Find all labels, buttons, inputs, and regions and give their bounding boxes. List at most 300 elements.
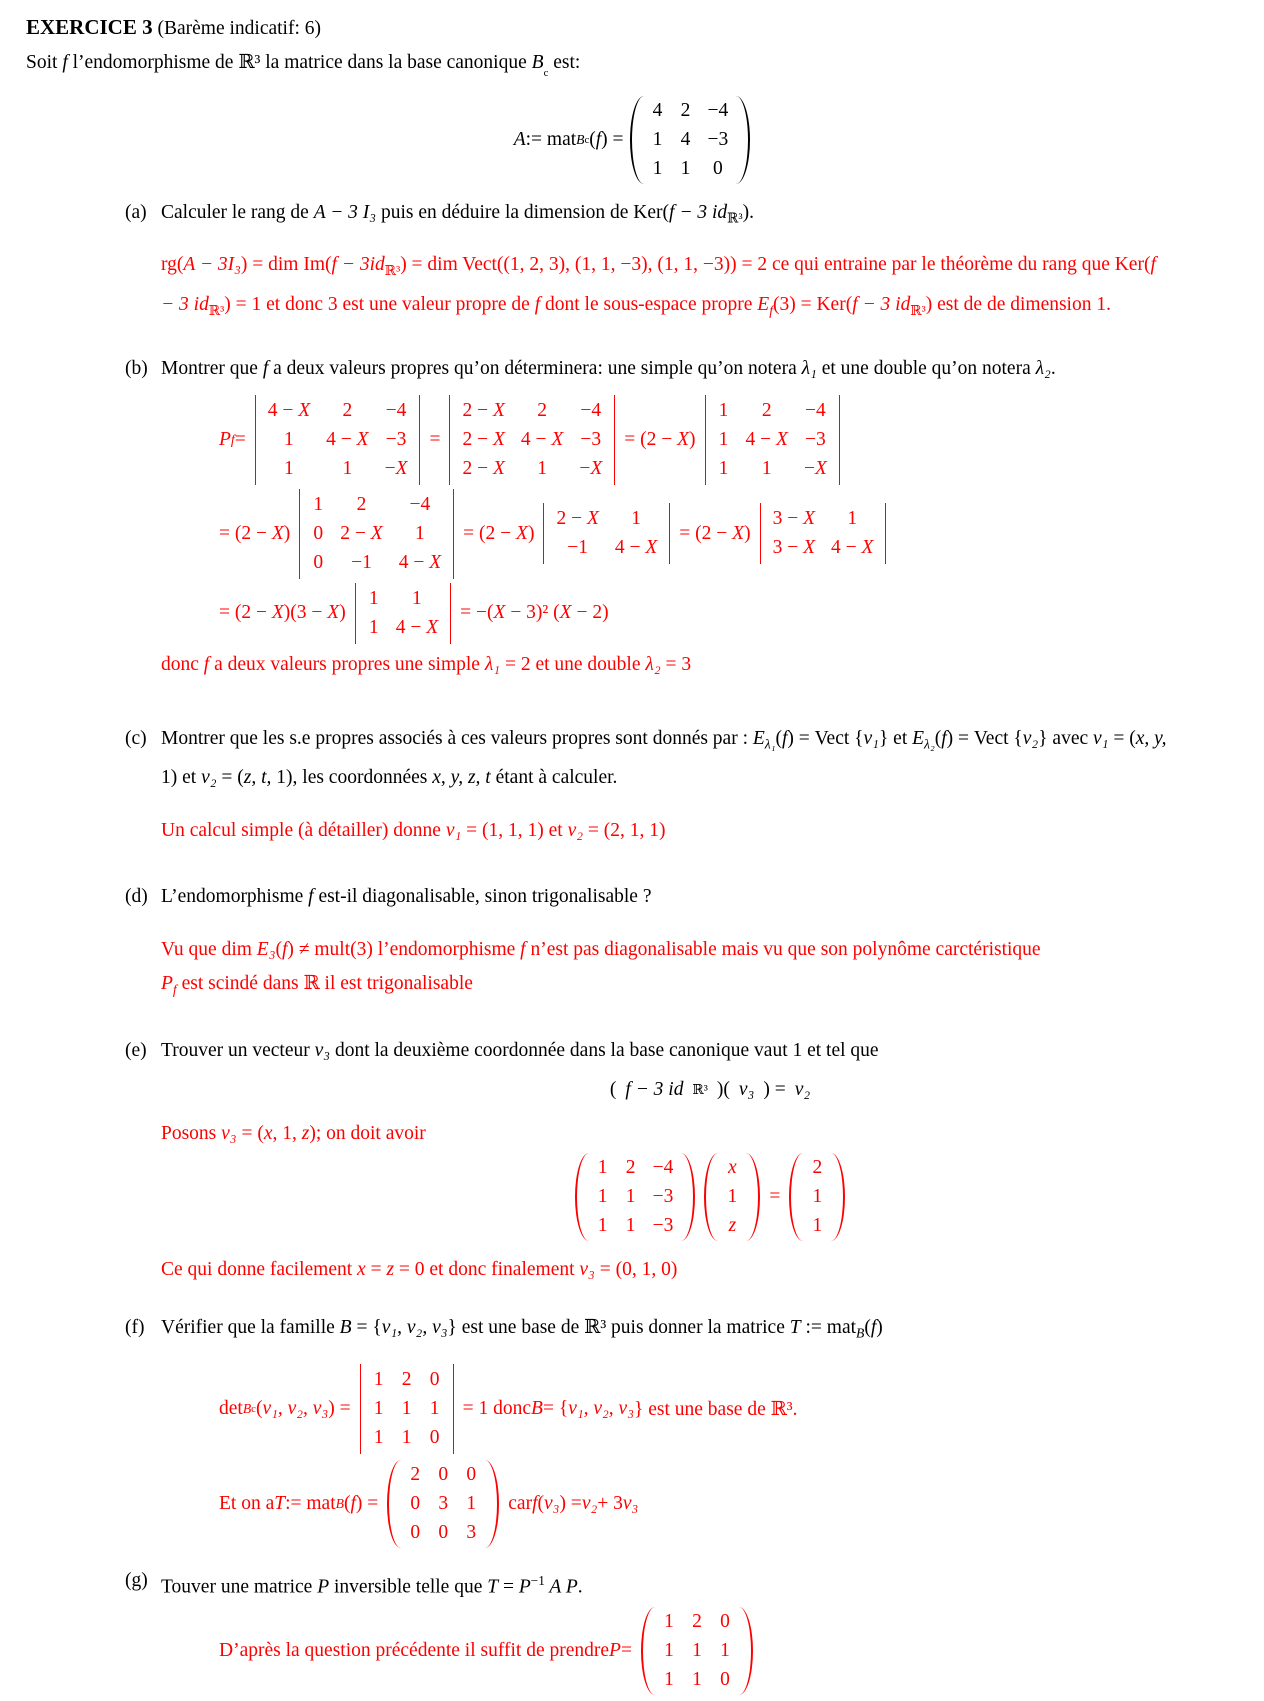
matrix-cell: 3 xyxy=(466,1521,477,1543)
math-sub-run: ℝ³ xyxy=(384,263,401,279)
question-d xyxy=(161,880,1169,913)
text-run: ) = xyxy=(601,128,624,150)
matrix-P xyxy=(641,1607,753,1695)
factor-run: = (2 − X)(3 − X) xyxy=(219,602,346,624)
math-sub-run: ℝ³ xyxy=(692,1082,708,1098)
math-run: v₃ xyxy=(221,1123,237,1145)
char-poly-line-2 xyxy=(219,489,1169,579)
matrix-cell: −3 xyxy=(385,428,407,450)
matrix-cell: 1 xyxy=(761,457,772,479)
text-run: ) = Vect { xyxy=(787,727,864,749)
question-g xyxy=(161,1564,1169,1604)
math-run: v₁, v₂, v₃ xyxy=(262,1397,329,1419)
item-body-g xyxy=(161,1564,1169,1696)
equals-run: = xyxy=(769,1186,781,1208)
equation-display-e xyxy=(161,1079,1169,1101)
math-sub-run: f xyxy=(172,981,177,997)
matrix-cell: 1 xyxy=(368,616,379,638)
math-sub-run: ℝ³ xyxy=(910,302,926,318)
matrix-cell: 2 − X xyxy=(462,428,505,450)
factor-run: = (2 − X) xyxy=(463,522,535,544)
text-run: ) = xyxy=(355,1492,379,1514)
answer-e-intro xyxy=(161,1117,1169,1151)
math-run: f xyxy=(595,128,602,150)
matrix-cell: 2 xyxy=(342,399,353,421)
text-run: . xyxy=(577,1576,583,1598)
matrix-cell: 2 xyxy=(625,1157,636,1179)
text-run: ) = 1 et donc 3 est une valeur propre de xyxy=(224,294,535,316)
text-run: = xyxy=(620,1640,632,1662)
right-paren xyxy=(746,1153,760,1241)
matrix-cell: 1 xyxy=(625,1215,636,1237)
matrix-cell: 2 xyxy=(761,399,772,421)
text-run: , 1, xyxy=(272,1123,302,1145)
text-run: a deux valeurs propres une simple xyxy=(209,653,485,675)
math-run: f − 3 id xyxy=(669,201,728,223)
determinant-3 xyxy=(705,395,840,485)
item-f xyxy=(26,1311,1264,1548)
matrix-cell: 2 xyxy=(680,99,691,121)
math-run: A − 3I₃ xyxy=(183,254,241,276)
text-run: Soit xyxy=(26,52,63,73)
matrix-cell: 0 xyxy=(720,1669,730,1691)
text-run: Vérifier que la famille xyxy=(161,1317,340,1339)
T-lhs xyxy=(219,1493,378,1515)
matrix-cell: 4 − X xyxy=(614,537,658,559)
char-poly-line-3 xyxy=(219,583,1169,644)
math-run: f xyxy=(62,52,68,73)
math-run: A xyxy=(513,128,526,150)
text-run: } et xyxy=(878,727,913,749)
text-run: ) = xyxy=(328,1397,351,1419)
math-run: z, t, xyxy=(243,766,272,788)
text-run: = (2, 1, 1) xyxy=(583,819,666,841)
matrix-cell: 2 xyxy=(537,399,547,421)
math-run: f xyxy=(534,294,541,316)
text-run: est-il diagonalisable, sinon trigonalisable ? xyxy=(313,885,652,907)
matrix-cell: 1 xyxy=(313,493,324,515)
text-run: est scindé dans ℝ il est trigonalisable xyxy=(176,972,473,994)
vector-x xyxy=(704,1153,760,1241)
matrix-cell: −4 xyxy=(580,399,602,421)
matrix-cell: −4 xyxy=(652,1157,674,1179)
math-run: z xyxy=(301,1123,310,1145)
text-run: = 1 donc xyxy=(462,1397,532,1419)
matrix-cell: 0 xyxy=(713,157,723,179)
matrix-cell: 1 xyxy=(847,508,858,530)
matrix-T xyxy=(387,1460,499,1548)
text-run: l’endomorphisme de ℝ³ la matrice dans la base canonique xyxy=(67,52,532,73)
text-run: } avec xyxy=(1038,727,1094,749)
math-sub-run: B xyxy=(576,131,585,147)
math-run: f xyxy=(870,1317,877,1339)
matrix-cell: z xyxy=(728,1215,737,1237)
math-run: v₃ xyxy=(314,1040,331,1062)
question-f xyxy=(161,1311,1169,1350)
matrix-cell: 2 xyxy=(410,1463,421,1485)
matrix-cell: x xyxy=(728,1157,737,1179)
matrix-cell: 1 xyxy=(373,1397,384,1419)
text-run: . xyxy=(1050,357,1056,379)
matrix-cell: 0 xyxy=(429,1426,440,1448)
text-run: Et on a xyxy=(219,1492,275,1514)
text-run: puis en déduire la dimension de Ker( xyxy=(376,201,670,223)
matrix-T-cells xyxy=(401,1460,485,1548)
P-lhs xyxy=(219,1640,632,1662)
determinant-5 xyxy=(543,503,670,564)
item-e xyxy=(26,1034,1264,1287)
item-g xyxy=(26,1564,1264,1696)
item-label-f: (f) xyxy=(125,1317,145,1339)
T-rhs xyxy=(508,1493,638,1515)
matrix-cell: 1 xyxy=(368,587,379,609)
math-run: P xyxy=(609,1640,621,1662)
item-body-c xyxy=(161,722,1169,848)
text-run: Vu que dim xyxy=(161,938,257,960)
text-run: donc xyxy=(161,653,204,675)
math-run: v₃ xyxy=(544,1492,560,1514)
math-run: v₃ xyxy=(622,1492,639,1514)
text-run: rg( xyxy=(161,254,184,276)
matrix-cell: 1 xyxy=(597,1157,608,1179)
matrix-cell: 1 xyxy=(401,1426,412,1448)
text-run: inversible telle que xyxy=(329,1576,488,1598)
text-run: a deux valeurs propres qu’on déterminera: une simple qu’on notera xyxy=(268,357,802,379)
matrix-cell: 3 xyxy=(438,1492,449,1514)
determinant-7 xyxy=(355,583,451,644)
text-run: = ( xyxy=(236,1123,264,1145)
text-run: = { xyxy=(542,1397,569,1419)
answer-c xyxy=(161,814,1169,848)
matrix-cell: 0 xyxy=(410,1521,421,1543)
matrix-cell: 1 xyxy=(631,508,641,530)
text-run: ) = xyxy=(559,1492,582,1514)
answer-g-line xyxy=(219,1607,1169,1695)
matrix-cell: 1 xyxy=(812,1215,823,1237)
math-run: f xyxy=(532,1492,538,1514)
matrix-cell: −X xyxy=(579,457,603,479)
matrix-cell: 4 − X xyxy=(326,428,369,450)
text-run: ( xyxy=(255,1397,263,1419)
math-run: v₂ xyxy=(1022,727,1039,749)
matrix-A-cells xyxy=(644,96,737,184)
text-run: ) = dim Vect((1, 2, 3), (1, 1, −3), (1, 1, −3)) = 2 ce qui entraine par le théorème du rang que Ker( xyxy=(400,254,1151,276)
answer-e-conclusion xyxy=(161,1253,1169,1287)
math-run: P xyxy=(219,428,231,450)
answer-b-conclusion xyxy=(161,648,1169,682)
matrix-cell: 1 xyxy=(412,587,422,609)
matrix-cell: −3 xyxy=(652,1186,674,1208)
left-paren xyxy=(630,96,644,184)
text-run: ( xyxy=(275,938,282,960)
matrix-cell: 3 − X xyxy=(772,508,815,530)
left-paren xyxy=(641,1607,655,1695)
matrix-cell: 1 xyxy=(718,457,729,479)
text-run: 1) et xyxy=(161,766,202,788)
math-run: v₁ xyxy=(1093,727,1109,749)
math-run: v₂ xyxy=(794,1079,811,1101)
determinant-6 xyxy=(760,503,887,564)
math-run: f xyxy=(941,727,947,749)
math-sub-run: B xyxy=(856,1325,865,1341)
matrix-cell: 4 − X xyxy=(831,537,874,559)
matrix-cell: −1 xyxy=(567,537,589,559)
text-run: ( xyxy=(609,1079,617,1101)
text-run: ) = Vect { xyxy=(946,727,1023,749)
matrix-cell: 4 − X xyxy=(398,551,442,573)
item-label-e: (e) xyxy=(125,1040,147,1062)
text-run: := mat xyxy=(285,1492,336,1514)
question-b xyxy=(161,352,1169,385)
matrix-cell: 1 xyxy=(597,1215,608,1237)
left-paren xyxy=(575,1153,589,1241)
matrix-cell: 4 − X xyxy=(520,428,564,450)
matrix-e xyxy=(575,1153,696,1241)
matrix-cell: 1 xyxy=(466,1492,477,1514)
math-run: B xyxy=(531,52,544,73)
matrix-A xyxy=(630,96,751,184)
math-sub-run: f xyxy=(230,431,235,447)
matrix-cell: −3 xyxy=(652,1215,674,1237)
math-run: T xyxy=(274,1492,286,1514)
math-run: v₁ xyxy=(445,819,462,841)
math-run: f xyxy=(781,727,788,749)
matrix-cell: 1 xyxy=(373,1368,384,1390)
factor-run: = (2 − X) xyxy=(679,522,751,544)
math-run: T xyxy=(487,1576,499,1598)
text-run: Montrer que xyxy=(161,357,263,379)
math-run: B xyxy=(531,1397,543,1419)
math-run: v₂ xyxy=(581,1492,598,1514)
vector-x-cells xyxy=(718,1153,746,1241)
text-run: ) = dim Im( xyxy=(240,254,332,276)
text-run: dont la deuxième coordonnée dans la base canonique vaut 1 et tel que xyxy=(330,1040,879,1062)
matrix-cell: −4 xyxy=(385,399,407,421)
math-sub-run: ℝ³ xyxy=(208,302,225,318)
math-sub-run: c xyxy=(251,1402,256,1415)
text-run: = 0 et donc finalement xyxy=(394,1259,580,1281)
vector-rhs-cells xyxy=(803,1153,831,1241)
item-label-b: (b) xyxy=(125,357,148,379)
math-run: v₁, v₂, v₃ xyxy=(381,1317,448,1339)
text-run: dont le sous-espace propre xyxy=(540,294,758,316)
matrix-cell: 1 xyxy=(373,1426,384,1448)
text-run: ( xyxy=(934,727,942,749)
text-run: = 3 xyxy=(660,653,692,675)
question-a xyxy=(161,196,1169,235)
matrix-cell: −4 xyxy=(707,99,729,121)
text-run: = ( xyxy=(216,766,244,788)
determinant-1 xyxy=(255,395,421,485)
item-label-c: (c) xyxy=(125,727,147,749)
text-run: L’endomorphisme xyxy=(161,885,309,907)
matrix-cell: 1 xyxy=(692,1669,702,1691)
text-run: ); on doit avoir xyxy=(309,1123,426,1145)
matrix-cell: 0 xyxy=(438,1463,449,1485)
matrix-cell: 1 xyxy=(718,399,729,421)
left-paren xyxy=(387,1460,401,1548)
text-run: Calculer le rang de xyxy=(161,201,314,223)
math-run: E xyxy=(912,727,925,749)
math-sub-run: ℝ³ xyxy=(727,210,743,226)
result-run: = −(X − 3)² (X − 2) xyxy=(460,602,609,624)
math-run: v₃ xyxy=(738,1079,755,1101)
math-run: E₃ xyxy=(256,938,276,960)
matrix-cell: 0 xyxy=(410,1492,421,1514)
text-run: ( xyxy=(589,128,596,150)
math-run: x, y, z, t xyxy=(432,766,491,788)
matrix-cell: 1 xyxy=(537,457,547,479)
item-body-d xyxy=(161,880,1169,1007)
math-run: z xyxy=(386,1259,395,1281)
exercise-title: EXERCICE 3 xyxy=(26,15,153,39)
math-run: E xyxy=(752,727,765,749)
math-run: E xyxy=(757,294,770,316)
right-paren xyxy=(831,1153,845,1241)
text-run: ). xyxy=(742,201,754,223)
math-run: f xyxy=(262,357,269,379)
text-run: = xyxy=(498,1576,519,1598)
matrix-cell: 1 xyxy=(652,157,663,179)
matrix-cell: 1 xyxy=(284,457,294,479)
matrix-cell: 1 xyxy=(692,1640,702,1662)
question-c xyxy=(161,722,1169,794)
math-run: λ₂ xyxy=(645,653,661,675)
text-run: = { xyxy=(351,1317,382,1339)
answer-d-line2 xyxy=(161,967,1169,1007)
matrix-cell: 0 xyxy=(313,522,324,544)
text-run: est: xyxy=(548,52,581,73)
math-run: x, y, xyxy=(1135,727,1167,749)
math-run: f − 3 id xyxy=(625,1079,684,1101)
matrix-cell: 4 xyxy=(652,99,663,121)
text-run: ( xyxy=(537,1492,544,1514)
answer-d-line1 xyxy=(161,933,1169,967)
matrix-cell: 4 xyxy=(680,128,691,150)
matrix-cell: −X xyxy=(384,457,408,479)
text-run: et une double qu’on notera xyxy=(816,357,1036,379)
text-run: ) ≠ mult(3) l’endomorphisme xyxy=(287,938,521,960)
math-sub-run: λ₁ xyxy=(764,736,776,752)
text-run: car xyxy=(508,1492,533,1514)
item-b xyxy=(26,352,1264,682)
text-run: = xyxy=(365,1259,387,1281)
matrix-cell: 3 − X xyxy=(772,537,815,559)
matrix-cell: 2 − X xyxy=(340,522,383,544)
math-run: λ₁ xyxy=(484,653,501,675)
right-paren xyxy=(681,1153,695,1241)
matrix-cell: 4 − X xyxy=(745,428,788,450)
text-run: } est une base de ℝ³ puis donner la matrice xyxy=(447,1317,790,1339)
matrix-cell: 0 xyxy=(466,1463,477,1485)
matrix-cell: 1 xyxy=(429,1397,440,1419)
matrix-cell: 1 xyxy=(664,1640,674,1662)
determinant-2 xyxy=(449,395,615,485)
text-run: det xyxy=(219,1397,243,1419)
matrix-e-cells xyxy=(589,1153,682,1241)
matrix-cell: 2 − X xyxy=(462,399,505,421)
math-run: f xyxy=(281,938,288,960)
text-run: ) = xyxy=(763,1079,786,1101)
math-run: v₂ xyxy=(567,819,583,841)
text-run: Ce qui donne facilement xyxy=(161,1259,358,1281)
matrix-cell: 4 − X xyxy=(395,616,439,638)
math-run: v₁, v₂, v₃ xyxy=(568,1397,634,1419)
math-run: B xyxy=(339,1317,352,1339)
text-run: = xyxy=(234,428,246,450)
math-run: v₁ xyxy=(863,727,879,749)
math-run: x xyxy=(263,1123,273,1145)
matrix-cell: 1 xyxy=(415,522,425,544)
item-d xyxy=(26,880,1264,1007)
matrix-cell: 0 xyxy=(313,551,324,573)
text-run: )( xyxy=(716,1079,730,1101)
text-run: = ( xyxy=(1108,727,1136,749)
math-run: P xyxy=(317,1576,330,1598)
math-run: λ₂ xyxy=(1035,357,1051,379)
text-run: ( xyxy=(775,727,782,749)
matrix-cell: 1 xyxy=(812,1186,823,1208)
math-run: v₂ xyxy=(201,766,217,788)
matrix-cell: −3 xyxy=(707,128,729,150)
answer-f-T-line xyxy=(219,1460,1169,1548)
matrix-cell: −3 xyxy=(805,428,826,450)
det-rhs xyxy=(463,1397,798,1421)
text-run: := mat xyxy=(525,128,577,150)
text-run: = (0, 1, 0) xyxy=(594,1259,678,1281)
left-paren xyxy=(704,1153,718,1241)
math-run: f xyxy=(350,1492,356,1514)
answer-a xyxy=(161,248,1169,328)
matrix-cell: −1 xyxy=(351,551,372,573)
math-sub-run: λ₂ xyxy=(924,736,935,752)
matrix-cell: 1 xyxy=(680,157,691,179)
factor-run: = (2 − X) xyxy=(624,428,696,450)
matrix-cell: 2 xyxy=(356,493,367,515)
math-run: v₃ xyxy=(579,1259,595,1281)
text-run: = (1, 1, 1) et xyxy=(461,819,568,841)
text-run: = 2 et une double xyxy=(500,653,646,675)
matrix-equation-e xyxy=(161,1153,1169,1241)
text-run: Trouver un vecteur xyxy=(161,1040,315,1062)
text-run: + 3 xyxy=(597,1492,623,1514)
text-run: ) xyxy=(876,1317,883,1339)
item-a xyxy=(26,196,1264,328)
text-run: } est une base de ℝ³. xyxy=(634,1398,798,1420)
item-body-b xyxy=(161,352,1169,682)
math-run: x xyxy=(357,1259,366,1281)
math-run: T xyxy=(789,1317,801,1339)
math-run: f xyxy=(520,938,526,960)
item-body-a xyxy=(161,196,1169,328)
matrix-cell: 1 xyxy=(284,428,294,450)
math-run: A P xyxy=(544,1576,578,1598)
equals-run: = xyxy=(429,428,441,450)
determinant-4 xyxy=(299,489,454,579)
matrix-cell: −X xyxy=(803,457,827,479)
math-sup-run: −1 xyxy=(530,1572,545,1588)
matrix-cell: 1 xyxy=(597,1186,608,1208)
text-run: ( xyxy=(864,1317,871,1339)
char-poly-line-1 xyxy=(219,395,1169,485)
math-sub-run: B xyxy=(242,1400,252,1416)
math-run: λ₁ xyxy=(801,357,817,379)
det-lhs xyxy=(219,1398,351,1420)
math-sub-run: B xyxy=(335,1495,344,1511)
factor-run: = (2 − X) xyxy=(219,522,291,544)
text-run: étant à calculer. xyxy=(490,766,618,788)
matrix-cell: −3 xyxy=(580,428,602,450)
